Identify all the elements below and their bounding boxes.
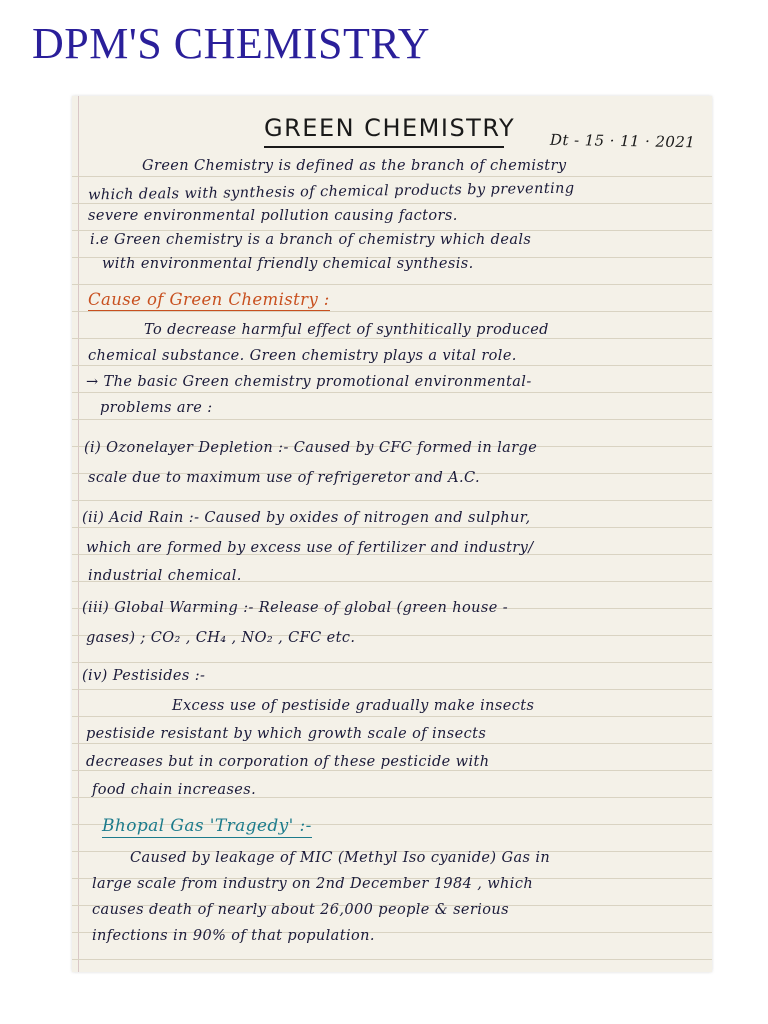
ozone-line-1: (i) Ozonelayer Depletion :- Caused by CFC formed in large [84, 440, 538, 456]
ozone-line-2: scale due to maximum use of refrigeretor and A.C. [88, 470, 481, 486]
cause-line-2: chemical substance. Green chemistry plays a vital role. [88, 348, 517, 364]
bhopal-line-4: infections in 90% of that population. [92, 928, 375, 944]
ruled-line [72, 662, 712, 663]
cause-line-1: To decrease harmful effect of synthitically produced [144, 322, 549, 338]
global-line-2: gases) ; CO₂ , CH₄ , NO₂ , CFC etc. [86, 630, 356, 646]
notebook-page [72, 96, 712, 972]
margin-line [78, 96, 79, 972]
ruled-line [72, 743, 712, 744]
ruled-line [72, 176, 712, 177]
site-title: DPM'S CHEMISTRY [32, 19, 431, 68]
pest-line-3: decreases but in corporation of these pesticide with [86, 754, 490, 770]
bhopal-line-3: causes death of nearly about 26,000 people & serious [92, 902, 509, 918]
cause-line-4: problems are : [100, 400, 213, 416]
ruled-line [72, 689, 712, 690]
ruled-line [72, 392, 712, 393]
pest-heading: (iv) Pestisides :- [82, 668, 206, 684]
intro-line-3: severe environmental pollution causing factors. [88, 208, 458, 224]
cause-heading [88, 290, 330, 309]
ruled-line [72, 311, 712, 312]
ruled-line [72, 500, 712, 501]
ruled-line [72, 230, 712, 231]
bhopal-line-2: large scale from industry on 2nd December 1984 , which [92, 876, 534, 892]
ruled-line [72, 203, 712, 204]
ruled-line [72, 284, 712, 285]
intro-line-5: with environmental friendly chemical synthesis. [102, 256, 474, 272]
ruled-line [72, 365, 712, 366]
acid-line-2: which are formed by excess use of fertilizer and industry/ [86, 540, 534, 556]
note-title: GREEN CHEMISTRY [264, 114, 516, 142]
cause-line-3: → The basic Green chemistry promotional environmental- [86, 374, 532, 390]
ruled-line [72, 338, 712, 339]
title-underline [264, 146, 504, 148]
ruled-line [72, 716, 712, 717]
pest-line-4: food chain increases. [92, 782, 257, 798]
ruled-line [72, 959, 712, 960]
intro-line-1: Green Chemistry is defined as the branch of chemistry [142, 158, 567, 174]
acid-line-3: industrial chemical. [88, 568, 242, 584]
bhopal-heading-text: Bhopal Gas 'Tragedy' :- [102, 816, 312, 836]
note-date: Dt - 15 · 11 · 2021 [549, 130, 696, 152]
pest-line-2: pestiside resistant by which growth scale of insects [86, 726, 487, 742]
bhopal-line-1: Caused by leakage of MIC (Methyl Iso cyanide) Gas in [130, 850, 551, 866]
intro-line-4: i.e Green chemistry is a branch of chemistry which deals [90, 232, 532, 248]
acid-line-1: (ii) Acid Rain :- Caused by oxides of nitrogen and sulphur, [82, 510, 531, 526]
bhopal-heading [102, 816, 312, 836]
ruled-line [72, 527, 712, 528]
ruled-line [72, 419, 712, 420]
ruled-line [72, 770, 712, 771]
pest-line-1: Excess use of pestiside gradually make insects [172, 698, 535, 714]
intro-line-2: which deals with synthesis of chemical products by preventing [87, 180, 575, 204]
global-line-1: (iii) Global Warming :- Release of global (green house - [82, 600, 509, 616]
cause-heading-text: Cause of Green Chemistry : [88, 290, 330, 309]
